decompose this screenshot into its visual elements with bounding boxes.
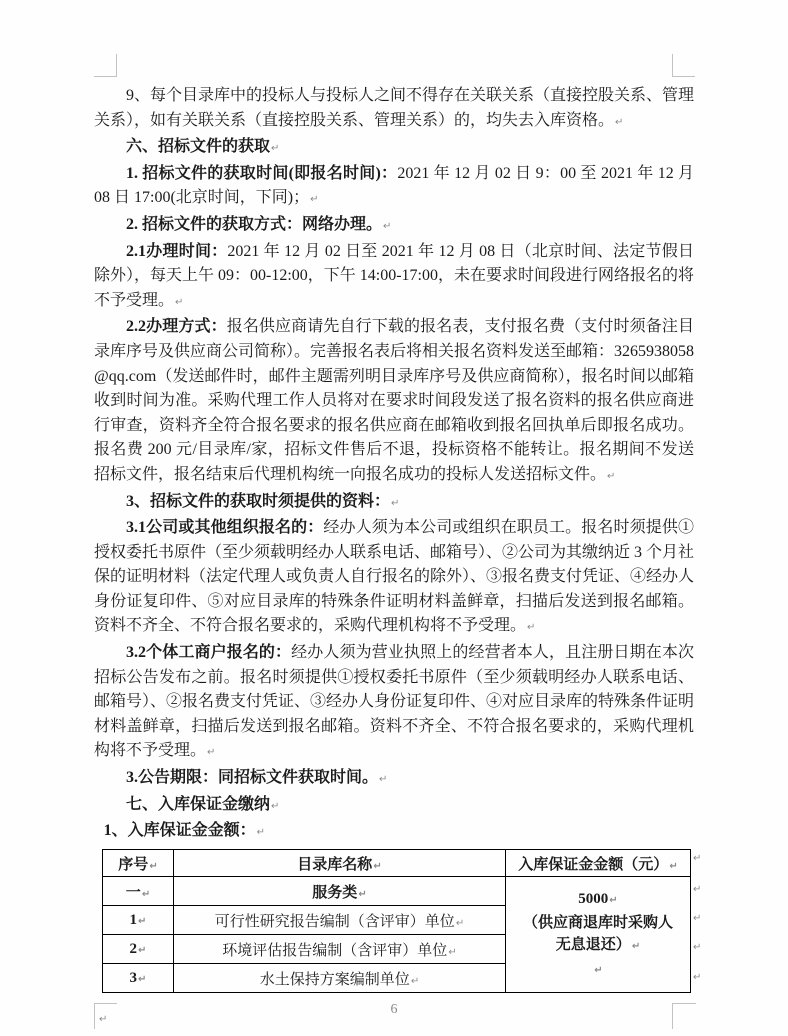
paragraph-run: 报名供应商请先自行下载的报名表，支付报名费（支付时须备注目录库序号及供应商公司简称）。完善报名表后将相关报名资料发送至邮箱：3265938058 @qq.com（发送邮件时，邮件主题需列明目录库序号及供应商简称），报名时间以邮箱收到时间为准。采购代理工作人员将对在要求时间段发送了报名资料的报名供应商进行审查，资料齐全符合报名要求的报名供应商在邮箱收到报名回执单后即报名成功。报名费 200 元/目录库/家，招标文件售后不退，投标资格不能转让。报名期间不发送招标文件，报名结束后代理机构统一向报名成功的投标人发送招标文件。 xyxy=(94,318,695,483)
paragraph xyxy=(94,766,694,793)
paragraph-mark-icon: ↵ xyxy=(455,917,465,929)
crop-mark-top-right-vertical xyxy=(672,54,673,77)
paragraph-run: 经办人须为营业执照上的经营者本人，且注册日期在本次招标公告发布之前。报名时须提供①授权委托书原件（至少须载明经办人联系电话、邮箱号）、②报名费支付凭证、③经办人身份证复印件、④对应目录库的特殊条件证明材料盖鲜章，扫描后发送到报名邮箱。资料不齐全、不符合报名要求的，采购代理机构将不予受理。 xyxy=(94,644,695,760)
paragraph-mark-icon: ↵ xyxy=(527,622,536,634)
paragraph-mark-icon: ↵ xyxy=(693,913,702,924)
paragraph-run: 2021 年 12 月 02 日 9：00 至 2021 年 12 月 08 日 17:00(北京时间，下同)； xyxy=(94,164,694,207)
paragraph xyxy=(94,240,694,316)
header-deposit: 入库保证金金额（元）↵ xyxy=(506,850,691,877)
paragraph-mark-icon: ↵ xyxy=(383,220,392,232)
deposit-table xyxy=(102,849,691,993)
paragraph-mark-icon: ↵ xyxy=(138,915,147,927)
paragraph xyxy=(94,490,694,517)
paragraph-mark-icon: ↵ xyxy=(141,888,151,900)
paragraph-mark-icon: ↵ xyxy=(271,800,280,812)
paragraph xyxy=(94,819,694,846)
paragraph-mark-icon: ↵ xyxy=(609,894,618,906)
page-number: 6 xyxy=(390,1002,398,1017)
paragraph xyxy=(94,135,694,162)
paragraph-mark-icon: ↵ xyxy=(175,296,184,308)
cell-seq: 2↵ xyxy=(103,935,174,964)
paragraph-mark-icon: ↵ xyxy=(138,973,147,985)
paragraph-mark-icon: ↵ xyxy=(379,774,388,786)
document-body xyxy=(94,84,694,846)
crop-mark-top-right-horizontal xyxy=(672,76,695,77)
paragraph-run-bold: 六、招标文件的获取 xyxy=(126,138,271,156)
paragraph-run-bold: 3.公告期限：同招标文件获取时间。 xyxy=(126,769,379,787)
cell-name: 服务类↵ xyxy=(174,877,506,906)
cell-name: 可行性研究报告编制（含评审）单位↵ xyxy=(174,906,506,935)
paragraph xyxy=(94,162,694,213)
cell-seq: 一↵ xyxy=(103,877,174,906)
paragraph-mark-icon: ↵ xyxy=(391,497,400,509)
paragraph-mark-icon: ↵ xyxy=(310,194,319,206)
paragraph-mark-icon: ↵ xyxy=(693,942,702,953)
paragraph xyxy=(94,641,694,766)
paragraph xyxy=(94,793,694,820)
paragraph-mark-icon: ↵ xyxy=(138,944,147,956)
cell-seq: 1↵ xyxy=(103,906,174,935)
paragraph-run-bold: 2.1办理时间： xyxy=(126,242,228,260)
cell-name: 环境评估报告编制（含评审）单位↵ xyxy=(174,935,506,964)
paragraph-mark-icon: ↵ xyxy=(594,964,603,976)
paragraph-run: 2021 年 12 月 02 日至 2021 年 12 月 08 日（北京时间、法定节假日除外），每天上午 09：00-12:00，下午 14:00-17:00，未在要求时间段进行网络报名的将不予受理。 xyxy=(94,242,694,309)
table-row xyxy=(103,877,691,906)
paragraph-mark-icon: ↵ xyxy=(669,860,678,872)
end-of-document-mark-icon: ↵ xyxy=(99,1014,108,1025)
paragraph-mark-icon: ↵ xyxy=(207,747,216,759)
crop-mark-top-left-vertical xyxy=(116,54,117,77)
paragraph-run-bold: 3.2个体工商户报名的： xyxy=(126,644,292,662)
paragraph-mark-icon: ↵ xyxy=(410,975,420,987)
paragraph xyxy=(94,516,694,641)
deposit-table-wrap xyxy=(102,849,690,993)
paragraph-mark-icon: ↵ xyxy=(615,116,624,128)
paragraph-run-bold: 2.2办理方式： xyxy=(126,318,227,336)
paragraph xyxy=(94,213,694,240)
paragraph-run-bold: 3、招标文件的获取时须提供的资料： xyxy=(126,492,391,510)
paragraph-mark-icon: ↵ xyxy=(693,884,702,895)
paragraph-mark-icon: ↵ xyxy=(631,940,641,952)
paragraph-mark-icon: ↵ xyxy=(607,470,616,482)
paragraph-mark-icon: ↵ xyxy=(149,860,158,872)
deposit-note-line1: （供应商退库时采购人 xyxy=(522,914,673,931)
table-header-row xyxy=(103,850,691,877)
paragraph-run-bold: 1、入库保证金金额： xyxy=(103,822,256,840)
paragraph-run: 9、每个目录库中的投标人与投标人之间不得存在关联关系（直接控股关系、管理关系），如有关联关系（直接控股关系、管理关系）的，均失去入库资格。 xyxy=(94,87,695,129)
cell-name: 水土保持方案编制单位↵ xyxy=(174,964,506,993)
cell-seq: 3↵ xyxy=(103,964,174,993)
deposit-note-line2: 无息退还）↵ xyxy=(555,936,641,953)
paragraph-run-bold: 1. 招标文件的获取时间(即报名时间)： xyxy=(126,164,398,182)
paragraph-run-bold: 七、入库保证金缴纳 xyxy=(126,795,271,813)
paragraph-mark-icon: ↵ xyxy=(693,972,702,983)
cell-deposit-amount xyxy=(506,877,691,993)
paragraph-run-bold: 2. 招标文件的获取方式：网络办理。 xyxy=(126,215,383,233)
deposit-amount: 5000↵ xyxy=(578,890,618,907)
paragraph-mark-icon: ↵ xyxy=(373,860,382,872)
paragraph-mark-icon: ↵ xyxy=(448,946,457,958)
header-name: 目录库名称↵ xyxy=(174,850,506,877)
paragraph-mark-icon: ↵ xyxy=(256,827,265,839)
paragraph-mark-icon: ↵ xyxy=(693,853,702,864)
paragraph-mark-icon: ↵ xyxy=(271,143,280,155)
paragraph-run: 经办人须为本公司或组织在职员工。报名时须提供①授权委托书原件（至少须载明经办人联系电话、邮箱号）、②公司为其缴纳近 3 个月社保的证明材料（法定代理人或负责人自行报名的除外）、③报名费支付凭证、④经办人身份证复印件、⑤对应目录库的特殊条件证明材料盖鲜章，扫描后发送到报名邮箱。资料不齐全、不符合报名要求的，采购代理机构将不予受理。 xyxy=(94,519,695,635)
paragraph-mark-icon: ↵ xyxy=(358,888,367,900)
header-seq: 序号↵ xyxy=(103,850,174,877)
paragraph-run-bold: 3.1公司或其他组织报名的： xyxy=(126,519,324,537)
empty-line xyxy=(508,958,688,982)
paragraph xyxy=(94,84,694,135)
crop-mark-top-left-horizontal xyxy=(94,76,117,77)
paragraph xyxy=(94,315,694,489)
